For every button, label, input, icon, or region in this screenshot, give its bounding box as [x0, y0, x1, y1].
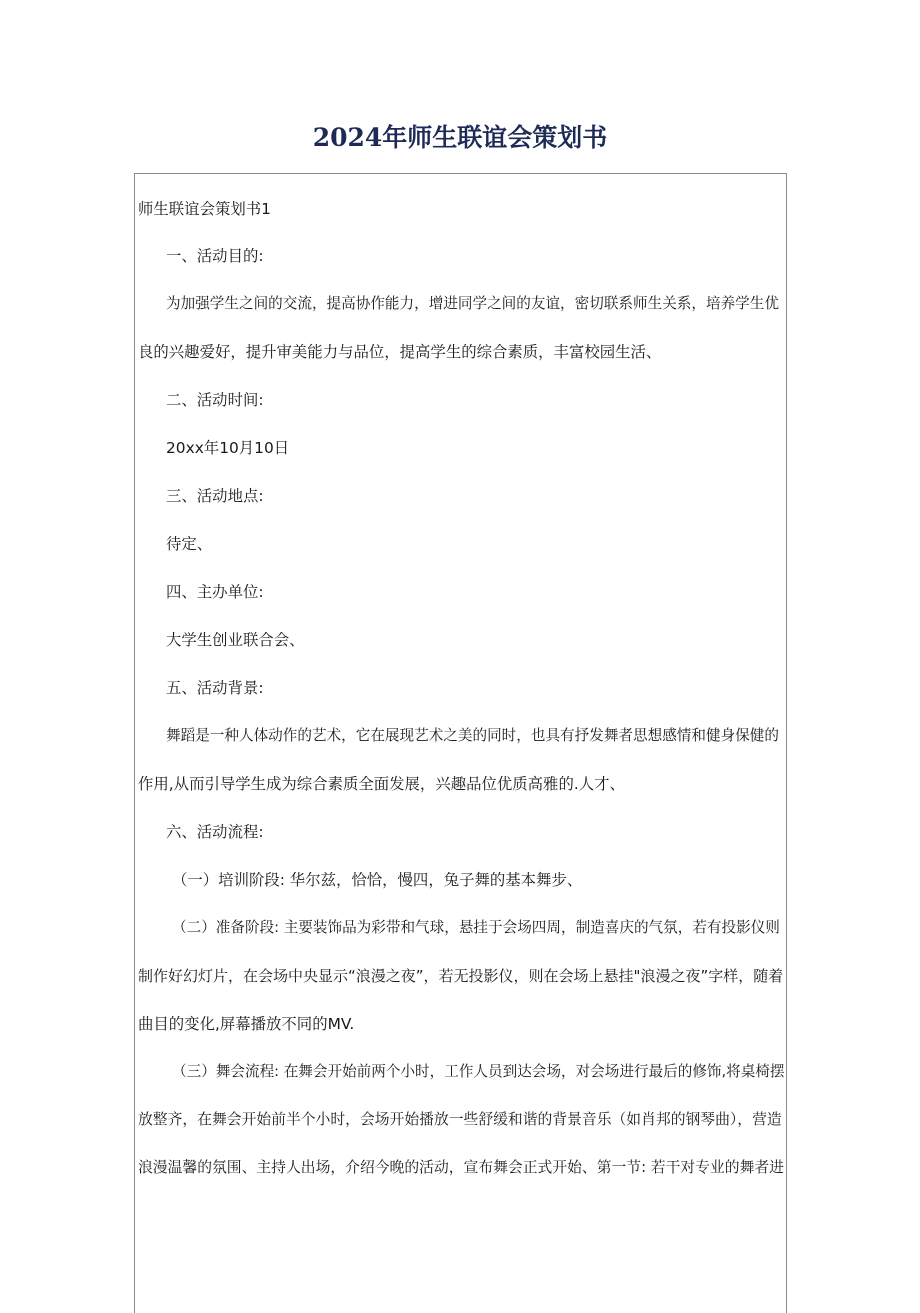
paragraph-line: 大学生创业联合会、: [166, 631, 305, 649]
paragraph-line: 浪漫温馨的氛围、主持人出场，介绍今晚的活动，宣布舞会正式开始、第一节: 若干对专业的舞者进: [138, 1159, 784, 1176]
paragraph-line: 放整齐，在舞会开始前半个小时，会场开始播放一些舒缓和谐的背景音乐（如肖邦的钢琴曲），营造: [138, 1111, 782, 1128]
document-title: 2024年师生联谊会策划书: [312, 123, 608, 152]
paragraph-line: （三）舞会流程: 在舞会开始前两个小时，工作人员到达会场，对会场进行最后的修饰,将桌椅摆: [172, 1063, 785, 1080]
section-heading: 师生联谊会策划书1: [138, 200, 271, 218]
paragraph-line: 制作好幻灯片，在会场中央显示“浪漫之夜”，若无投影仪，则在会场上悬挂"浪漫之夜”字样，随着: [138, 967, 784, 985]
paragraph-line: 曲目的变化,屏幕播放不同的MV.: [138, 1015, 355, 1033]
paragraph-line: （一）培训阶段: 华尔兹，恰恰，慢四，兔子舞的基本舞步、: [172, 871, 583, 889]
paragraph-line: （二）准备阶段: 主要装饰品为彩带和气球，悬挂于会场四周，制造喜庆的气氛，若有投影仪则: [172, 919, 780, 936]
heading-location: 三、活动地点:: [166, 487, 264, 505]
paragraph-line: 良的兴趣爱好，提升审美能力与品位，提高学生的综合素质，丰富校园生活、: [138, 343, 662, 361]
paragraph-line: 为加强学生之间的交流，提高协作能力，增进同学之间的友谊，密切联系师生关系，培养学生优: [166, 295, 779, 312]
paragraph-line: 舞蹈是一种人体动作的艺术，它在展现艺术之美的同时，也具有抒发舞者思想感情和健身保健的: [166, 727, 779, 744]
paragraph-line: 20xx年10月10日: [166, 439, 290, 457]
heading-background: 五、活动背景:: [166, 679, 264, 697]
paragraph-line: 作用,从而引导学生成为综合素质全面发展，兴趣品位优质高雅的.人才、: [138, 775, 625, 793]
paragraph-line: 待定、: [166, 535, 213, 553]
heading-purpose: 一、活动目的:: [166, 247, 264, 265]
heading-process: 六、活动流程:: [166, 823, 264, 841]
heading-organizer: 四、主办单位:: [166, 583, 264, 601]
heading-time: 二、活动时间:: [166, 391, 264, 409]
